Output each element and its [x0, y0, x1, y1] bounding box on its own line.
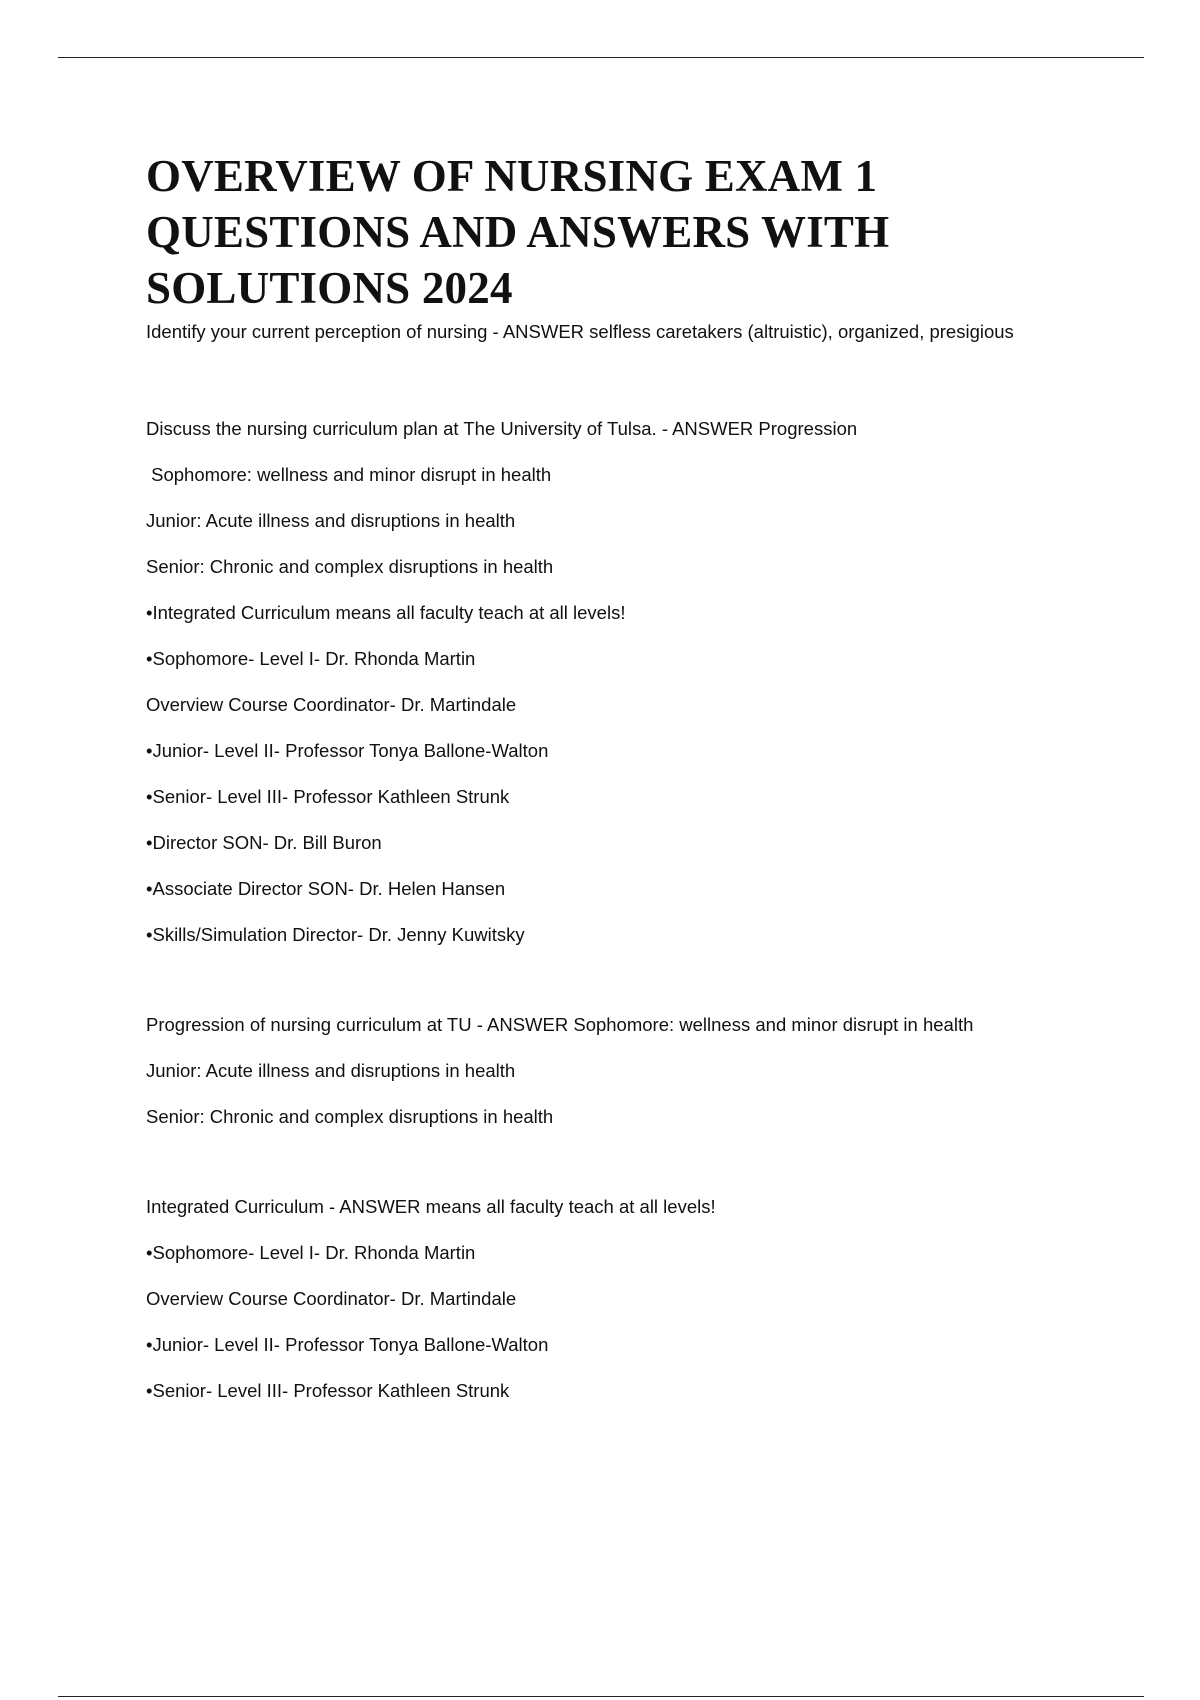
title-line: QUESTIONS AND ANSWERS WITH: [146, 207, 890, 257]
text-line: •Sophomore- Level I- Dr. Rhonda Martin: [146, 1242, 476, 1263]
bottom-rule: [58, 1696, 1144, 1697]
text-line: Overview Course Coordinator- Dr. Martindale: [146, 1288, 517, 1309]
qa-integrated-curriculum: [146, 1193, 1076, 1423]
qa-curriculum-plan: [146, 415, 1076, 967]
document-title: [146, 148, 1076, 316]
text-line: •Associate Director SON- Dr. Helen Hansen: [146, 878, 506, 899]
qa-curriculum-progression: [146, 1011, 1076, 1149]
text-line: Sophomore: wellness and minor disrupt in health: [146, 464, 552, 485]
text-line: •Senior- Level III- Professor Kathleen Strunk: [146, 1380, 510, 1401]
qa-perception-of-nursing: Identify your current perception of nursing - ANSWER selfless caretakers (altruistic), organized, presigious: [146, 321, 1014, 342]
text-line: •Senior- Level III- Professor Kathleen Strunk: [146, 786, 510, 807]
text-line: Senior: Chronic and complex disruptions in health: [146, 556, 554, 577]
title-line: OVERVIEW OF NURSING EXAM 1: [146, 151, 878, 201]
document-content: [146, 148, 1076, 1423]
text-line: •Integrated Curriculum means all faculty teach at all levels!: [146, 602, 626, 623]
text-line: Senior: Chronic and complex disruptions in health: [146, 1106, 554, 1127]
top-rule: [58, 57, 1144, 58]
text-line: Junior: Acute illness and disruptions in health: [146, 1060, 516, 1081]
text-line: Junior: Acute illness and disruptions in health: [146, 510, 516, 531]
text-line: •Director SON- Dr. Bill Buron: [146, 832, 382, 853]
text-line: •Sophomore- Level I- Dr. Rhonda Martin: [146, 648, 476, 669]
text-line: Integrated Curriculum - ANSWER means all faculty teach at all levels!: [146, 1196, 716, 1217]
text-line: •Junior- Level II- Professor Tonya Ballone-Walton: [146, 740, 549, 761]
title-line: SOLUTIONS 2024: [146, 263, 513, 313]
text-line: Overview Course Coordinator- Dr. Martindale: [146, 694, 517, 715]
text-line: Progression of nursing curriculum at TU - ANSWER Sophomore: wellness and minor disrupt in health: [146, 1014, 974, 1035]
text-line: •Skills/Simulation Director- Dr. Jenny Kuwitsky: [146, 924, 525, 945]
text-line: •Junior- Level II- Professor Tonya Ballone-Walton: [146, 1334, 549, 1355]
text-line: Discuss the nursing curriculum plan at The University of Tulsa. - ANSWER Progression: [146, 418, 858, 439]
